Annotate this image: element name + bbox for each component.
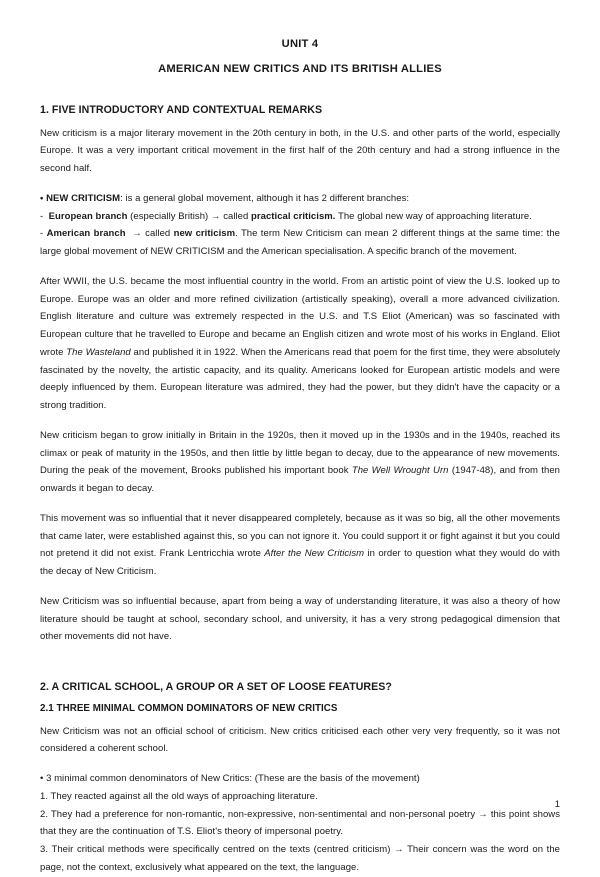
section-1-paragraph-intro: New criticism is a major literary movement in the 20th century in both, in the U.S. and other parts of the world, especially Europe. It was a very important critical movement in the first half of the 20th century and had a strong influence in the second half.: [40, 127, 560, 175]
bullet-denominators: • 3 minimal common denominators of New Critics: (These are the basis of the movement): [40, 773, 420, 785]
paragraph-wwii-part1: After WWII, the U.S. became the most influential country in the world. From an artistic point of view the U.S. looked up to Europe. Europe was an older and more refined civilization (artistically speaking), overall a more advanced civilization. English literature and culture was extremely respected in the U.S. and T.S Eliot (American) was so fascinated with European culture that he travelled to Europe and became an English citizen and wrote most of his works in England. Eliot wrote: [40, 275, 560, 358]
list-item-2: [40, 806, 560, 842]
paragraph-influential-part2: in order to question what they would do with the decay of New Criticism.: [40, 548, 560, 578]
spacer-before-bullets: [40, 178, 560, 190]
branch-american-term: new criticism: [173, 228, 236, 240]
bullet-new-criticism-label: NEW CRITICISM: [46, 192, 121, 204]
paragraph-growth-part2: (1947-48), and from then onwards it began to decay.: [40, 465, 560, 495]
document-title-line2: AMERICAN NEW CRITICS AND ITS BRITISH ALLIES: [158, 63, 442, 76]
section-1-heading: 1. FIVE INTRODUCTORY AND CONTEXTUAL REMARKS: [40, 103, 323, 116]
title-the-wasteland: The Wasteland: [66, 346, 131, 358]
paragraph-growth: [40, 427, 560, 498]
arrow-icon: →: [394, 844, 404, 856]
list-item-3-part1: 3. Their critical methods were specifically centred on the texts (centred criticism): [40, 844, 395, 856]
list-item-1: 1. They reacted against all the old ways of approaching literature.: [40, 790, 318, 802]
branch-american-mid: called: [141, 228, 174, 240]
list-item-3: [40, 841, 560, 877]
paragraph-wwii-part2: and published it in 1922. When the Americans read that poem for the first time, they were absolutely fascinated by the novelty, the artistic capacity, and its quality. Americans looked for European artistic models and were deeply influenced by them. European literature was admired, they had the power, but they didn't have the capacity or a strong tradition.: [40, 346, 560, 412]
paragraph-growth-part1: New criticism began to grow initially in Britain in the 1920s, then it moved up in the 1930s and in the 1940s, reached its climax or peak of maturity in the 1950s, and then little by little began to decay, due to the appearance of new movements. During the peak of the movement, Brooks published his important book: [40, 429, 560, 477]
spacer-before-growth: [40, 415, 560, 427]
title-the-well-wrought-urn: The Well Wrought Urn: [351, 465, 449, 477]
spacer-before-denominators: [40, 758, 560, 770]
list-item-3-part2: Their concern was the word on the page, not the context, exclusively what appeared on the text, the language.: [40, 844, 560, 873]
document-title-block: [40, 36, 560, 79]
title-after-the-new-criticism: After the New Criticism: [264, 548, 365, 560]
section-2-paragraph-intro: New Criticism was not an official school of criticism. New critics criticised each other very very frequently, so it was not considered a coherent school.: [40, 725, 560, 755]
section-2-1-heading: 2.1 THREE MINIMAL COMMON DOMINATORS OF NEW CRITICS: [40, 703, 338, 714]
branch-american-label: American branch: [46, 228, 126, 240]
paragraph-wwii: [40, 273, 560, 415]
branch-european-rest: The global new way of approaching literature.: [335, 210, 532, 222]
arrow-icon: →: [210, 210, 221, 222]
document-title-line1: UNIT 4: [281, 38, 319, 50]
paragraph-influential-part1: This movement was so influential that it never disappeared completely, because as it was so big, all the other movements that came later, were established against this, so you can not ignore it. You could support it or fight against it but you could not pretend it did not exist. Frank Lentricchia wrote: [40, 512, 560, 560]
branch-american-rest: . The term New Criticism can mean 2 different things at the same time: the large global movement of NEW CRITICISM and the American specialisation. A specific branch of the movement.: [40, 228, 560, 258]
arrow-icon: →: [478, 808, 488, 820]
list-item-2-part1: 2. They had a preference for non-romantic, non-expressive, non-sentimental and non-personal poetry: [40, 808, 479, 820]
branch-european-label: European branch: [48, 210, 128, 222]
section-2-heading: 2. A CRITICAL SCHOOL, A GROUP OR A SET OF LOOSE FEATURES?: [40, 681, 392, 694]
branch-european-line: [40, 208, 560, 226]
arrow-icon: →: [132, 228, 142, 240]
bullet-new-criticism-rest: : is a general global movement, although it has 2 different branches:: [120, 192, 410, 204]
bullet-new-criticism: [40, 190, 560, 208]
branch-european-mid1: (especially British): [127, 210, 211, 222]
spacer-before-wwii: [40, 261, 560, 273]
spacer-before-section2: [40, 646, 560, 680]
paragraph-pedagogical: New Criticism was so influential because, apart from being a way of understanding literature, it was also a theory of how literature should be taught at school, secondary school, and university, it has a very strong pedagogical dimension that other movements did not have.: [40, 595, 560, 643]
branch-european-dash: -: [40, 210, 44, 222]
spacer-after-title: [40, 79, 560, 103]
branch-european-term: practical criticism.: [251, 210, 336, 222]
spacer-before-pedagogical: [40, 581, 560, 593]
branch-european-mid2: called: [220, 210, 252, 222]
list-item-2-part2: this point shows that they are the continuation of T.S. Eliot's theory of impersonal poetry.: [40, 808, 560, 838]
page-number: 1: [554, 799, 560, 810]
branch-american-dash: -: [40, 228, 44, 240]
bullet-marker: •: [40, 192, 44, 204]
branch-american-line: [40, 225, 560, 261]
spacer-before-influential: [40, 498, 560, 510]
paragraph-influential: [40, 510, 560, 581]
